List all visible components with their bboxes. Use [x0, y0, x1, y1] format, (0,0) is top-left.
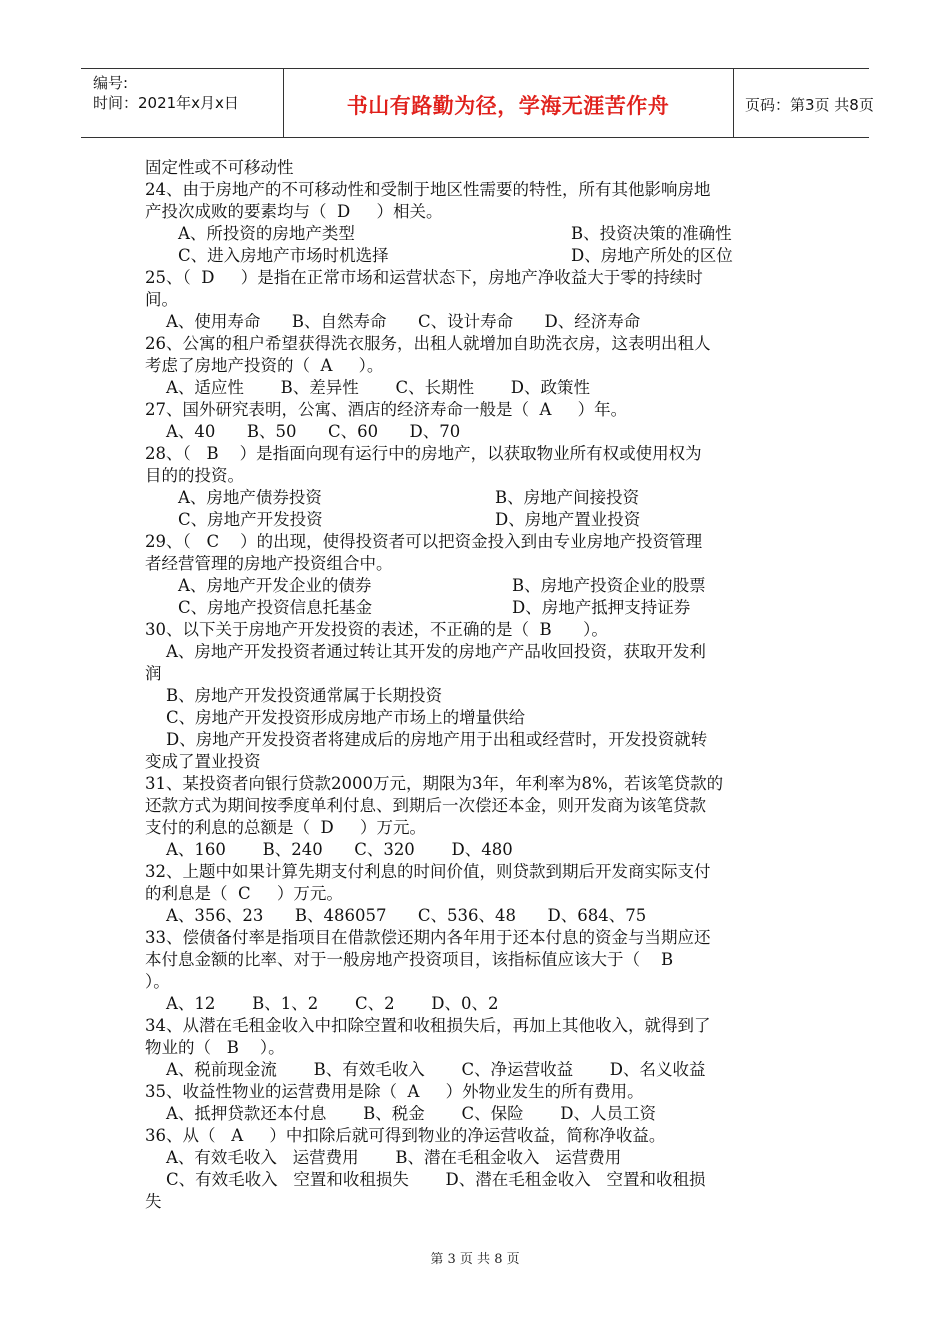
options-row: A、12 B、1、2 C、2 D、0、2	[145, 994, 499, 1013]
text-line: 本付息金额的比率、对于一般房地产投资项目，该指标值应该大于（ B	[145, 950, 674, 969]
text-line: 支付的利息的总额是（ D ）万元。	[145, 818, 426, 837]
option-b: B、投资决策的准确性	[571, 224, 732, 243]
question-33: 33、偿债备付率是指项目在借款偿还期内各年用于还本付息的资金与当期应还	[145, 928, 711, 947]
question-29: 29、（ C ）的出现，使得投资者可以把资金投入到由专业房地产投资管理	[145, 532, 703, 551]
text-line: 目的的投资。	[145, 466, 244, 485]
header-motto-cell	[283, 69, 734, 137]
text-line: 物业的（ B ）。	[145, 1038, 285, 1057]
option-b: B、房地产间接投资	[495, 488, 640, 507]
text-line: D、房地产开发投资者将建成后的房地产用于出租或经营时，开发投资就转	[145, 730, 708, 749]
option-c: C、房地产投资信息托基金	[178, 598, 373, 617]
options-row: A、使用寿命 B、自然寿命 C、设计寿命 D、经济寿命	[145, 312, 641, 331]
question-28: 28、（ B ）是指面向现有运行中的房地产，以获取物业所有权或使用权为	[145, 444, 702, 463]
options-row: C、有效毛收入 空置和收租损失 D、潜在毛租金收入 空置和收租损	[145, 1170, 706, 1189]
text-line: 考虑了房地产投资的（ A ）。	[145, 356, 384, 375]
option-a: A、所投资的房地产类型	[178, 224, 355, 243]
text-line: 还款方式为期间按季度单利付息、到期后一次偿还本金，则开发商为该笔贷款	[145, 796, 706, 815]
question-36: 36、从（ A ）中扣除后就可得到物业的净运营收益，简称净收益。	[145, 1126, 666, 1145]
motto-text: 书山有路勤为径，学海无涯苦作舟	[346, 94, 670, 118]
options-row: A、抵押贷款还本付息 B、税金 C、保险 D、人员工资	[145, 1104, 657, 1123]
options-row: A、160 B、240 C、320 D、480	[145, 840, 513, 859]
text-line: 固定性或不可移动性	[145, 158, 294, 177]
document-number-label: 编号:	[93, 74, 129, 92]
document-date-label: 时间：2021年x月x日	[93, 94, 239, 112]
text-line: 失	[145, 1192, 162, 1211]
text-line: 产投次成败的要素均与（ D ）相关。	[145, 202, 443, 221]
options-row: A、有效毛收入 运营费用 B、潜在毛租金收入 运营费用	[145, 1148, 622, 1167]
option-c: C、房地产开发投资	[178, 510, 323, 529]
text-line: 间。	[145, 290, 178, 309]
text-line: B、房地产开发投资通常属于长期投资	[145, 686, 443, 705]
option-c: C、进入房地产市场时机选择	[178, 246, 389, 265]
text-line: 者经营管理的房地产投资组合中。	[145, 554, 393, 573]
option-d: D、房地产抵押支持证券	[512, 598, 691, 617]
question-26: 26、公寓的租户希望获得洗衣服务，出租人就增加自助洗衣房，这表明出租人	[145, 334, 711, 353]
question-27: 27、国外研究表明，公寓、酒店的经济寿命一般是（ A ）年。	[145, 400, 628, 419]
options-row: A、适应性 B、差异性 C、长期性 D、政策性	[145, 378, 591, 397]
question-34: 34、从潜在毛租金收入中扣除空置和收租损失后，再加上其他收入，就得到了	[145, 1016, 711, 1035]
question-25: 25、（ D ）是指在正常市场和运营状态下，房地产净收益大于零的持续时	[145, 268, 703, 287]
text-line: A、房地产开发投资者通过转让其开发的房地产产品收回投资，获取开发利	[145, 642, 706, 661]
page-header	[81, 68, 874, 138]
option-a: A、房地产开发企业的债券	[178, 576, 372, 595]
page-code-label: 页码：第3页 共8页	[745, 96, 874, 114]
question-35: 35、收益性物业的运营费用是除（ A ）外物业发生的所有费用。	[145, 1082, 644, 1101]
option-d: D、房地产所处的区位	[571, 246, 733, 265]
text-line: 的利息是（ C ）万元。	[145, 884, 343, 903]
header-page-cell	[733, 69, 874, 137]
options-row: A、356、23 B、486057 C、536、48 D、684、75	[145, 906, 647, 925]
options-row: A、40 B、50 C、60 D、70	[145, 422, 461, 441]
text-line: 变成了置业投资	[145, 752, 261, 771]
header-info-cell	[81, 69, 284, 137]
question-31: 31、某投资者向银行贷款2000万元，期限为3年，年利率为8%，若该笔贷款的	[145, 774, 724, 793]
text-line: ）。	[145, 972, 170, 991]
question-24: 24、由于房地产的不可移动性和受制于地区性需要的特性，所有其他影响房地	[145, 180, 711, 199]
question-30: 30、以下关于房地产开发投资的表述，不正确的是（ B ）。	[145, 620, 608, 639]
text-line: 润	[145, 664, 162, 683]
option-a: A、房地产债券投资	[178, 488, 322, 507]
options-row: A、税前现金流 B、有效毛收入 C、净运营收益 D、名义收益	[145, 1060, 706, 1079]
option-b: B、房地产投资企业的股票	[512, 576, 706, 595]
page-footer: 第 3 页 共 8 页	[430, 1252, 520, 1267]
text-line: C、房地产开发投资形成房地产市场上的增量供给	[145, 708, 526, 727]
option-d: D、房地产置业投资	[495, 510, 641, 529]
question-32: 32、上题中如果计算先期支付利息的时间价值，则贷款到期后开发商实际支付	[145, 862, 711, 881]
